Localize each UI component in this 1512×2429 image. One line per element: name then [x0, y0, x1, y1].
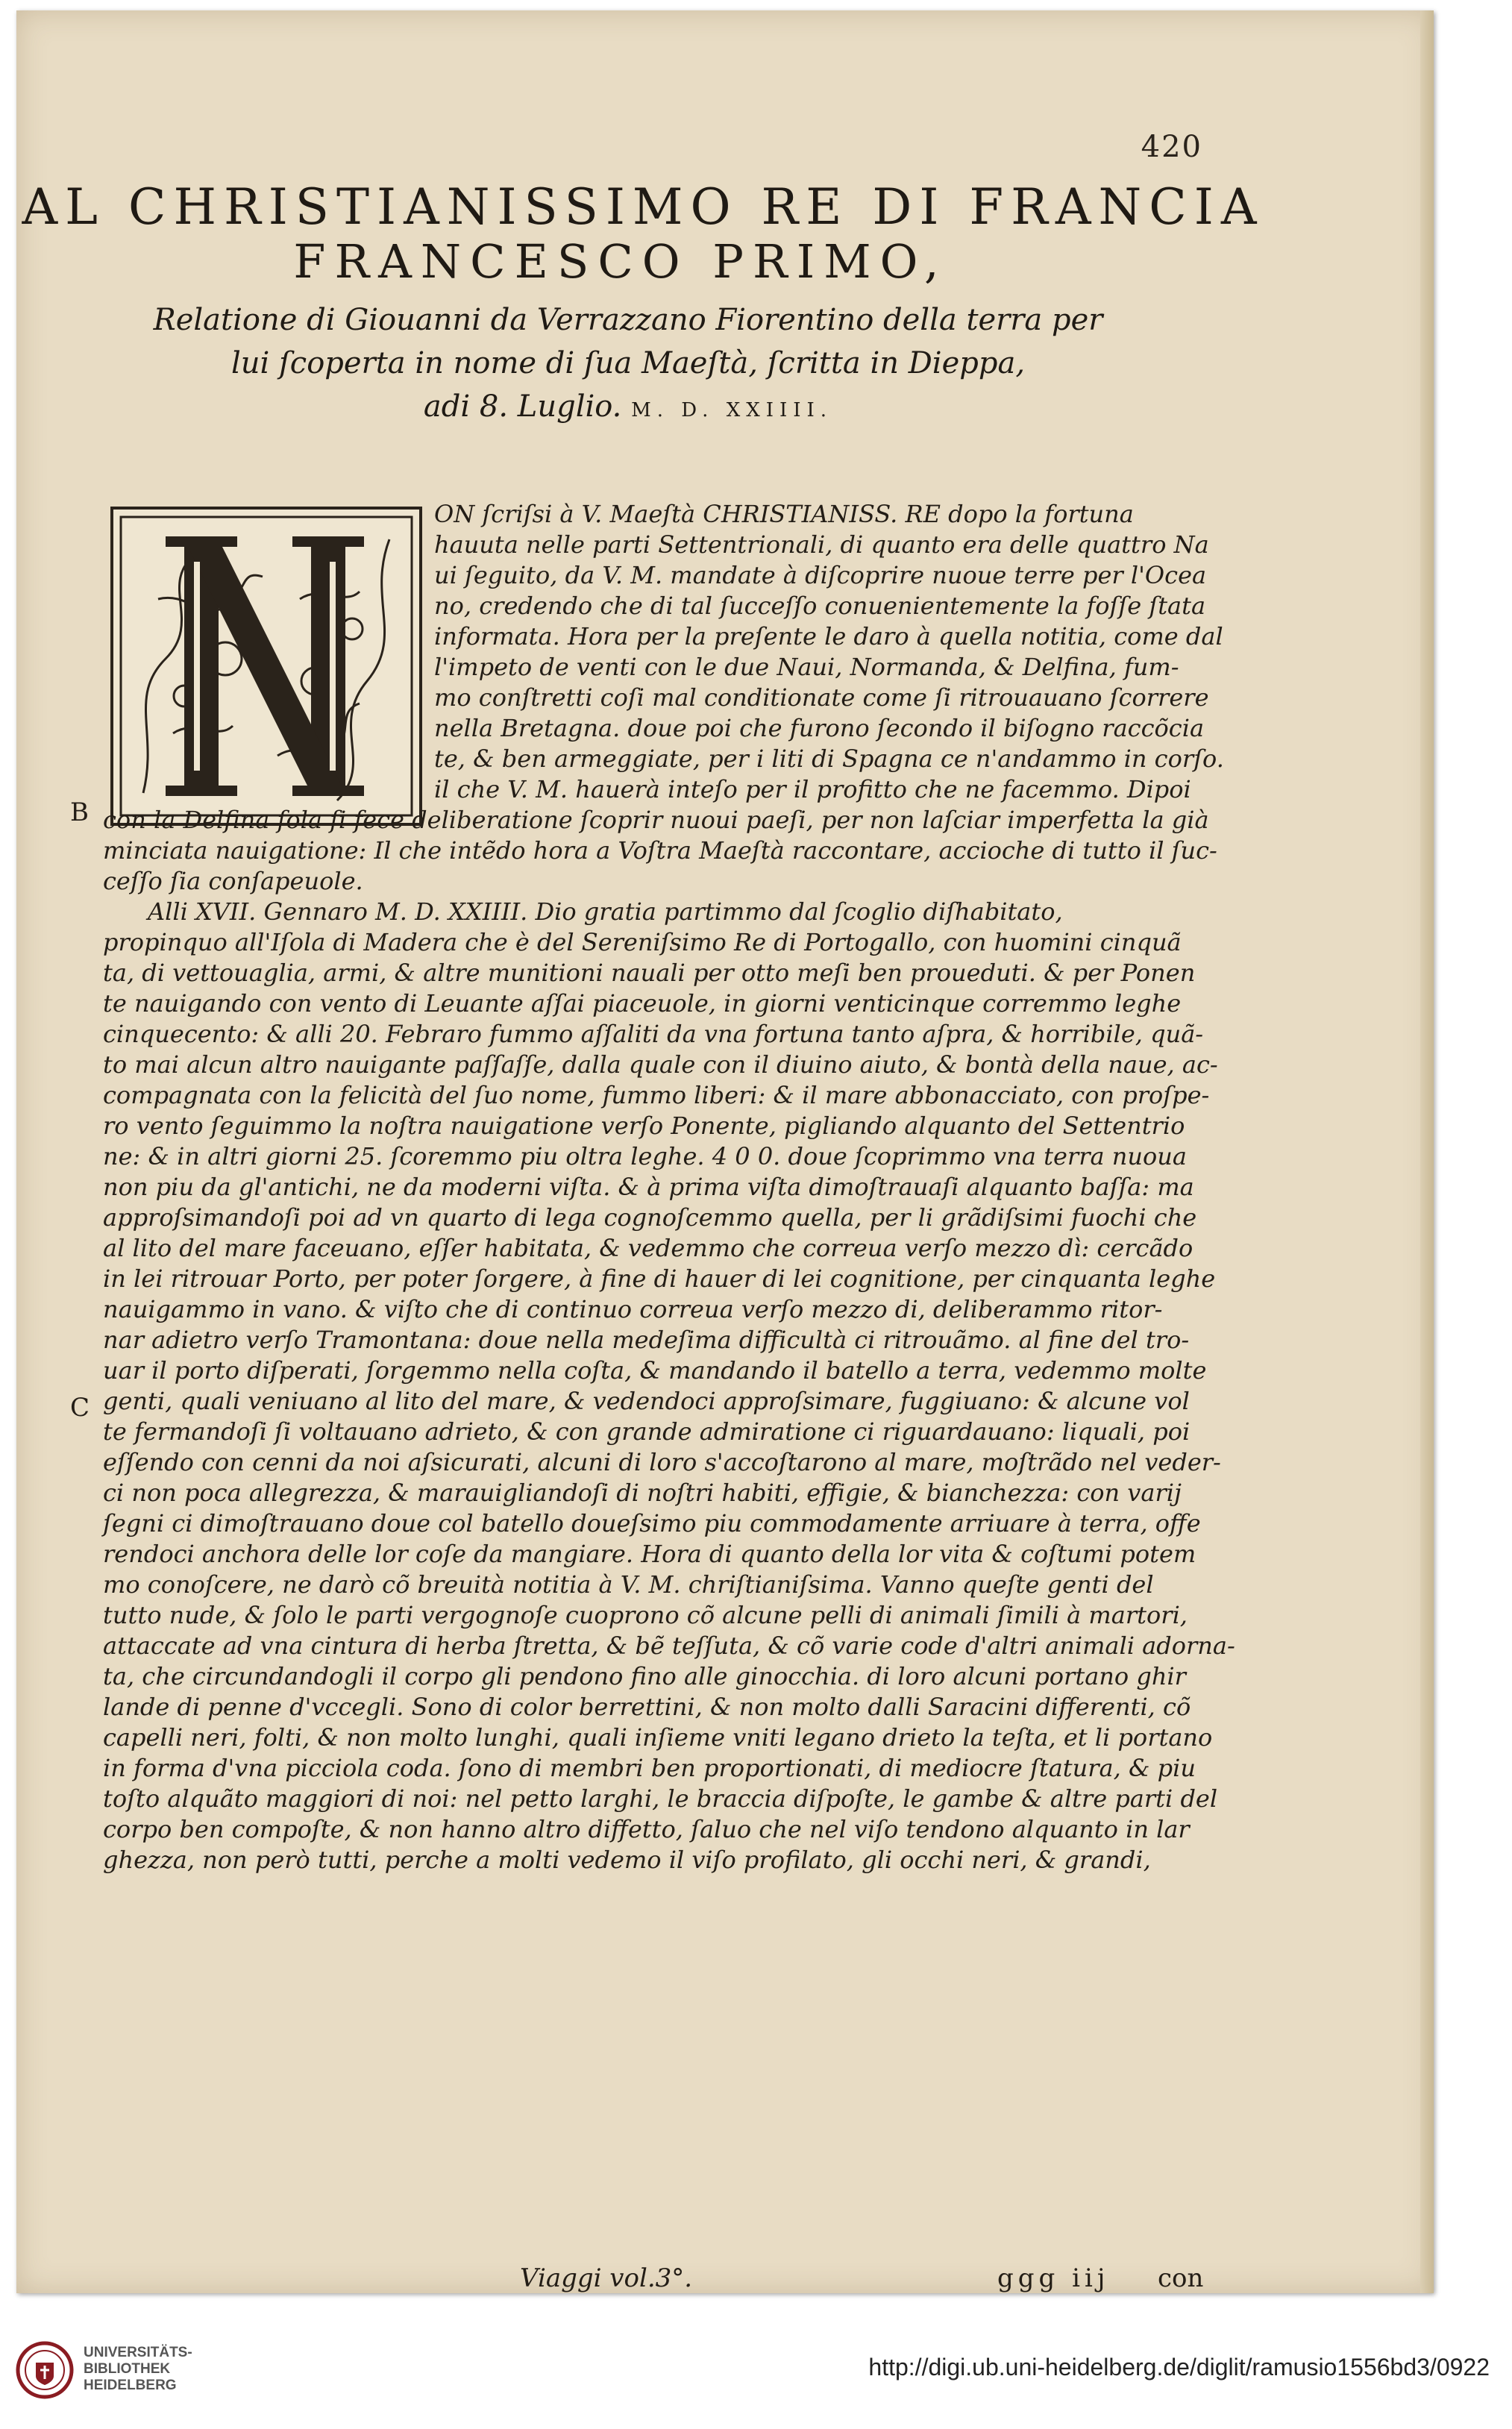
text-line: attaccate ad vna cintura di herba ſtretta, & bẽ teſſuta, & cõ varie code d'altri animali adorna- — [103, 1632, 1235, 1660]
text-line: te, & ben armeggiate, per i liti di Spagna ce n'andammo in corſo. — [434, 745, 1224, 773]
text-line: compagnata con la felicità del ſuo nome, fummo liberi: & il mare abbonacciato, con proſpe- — [103, 1081, 1210, 1109]
page-title-line1: AL CHRISTIANISSIMO RE DI FRANCIA — [22, 178, 1264, 236]
text-line: nar adietro verſo Tramontana: doue nella medeſima difficultà ci ritrouãmo. al fine del tro- — [103, 1326, 1190, 1354]
text-line: eſſendo con cenni da noi aſsicurati, alcuni di loro s'accoſtarono al mare, moſtrãdo nel veder- — [103, 1448, 1221, 1476]
text-line — [103, 1906, 1237, 1937]
library-name-line1: UNIVERSITÄTS- — [84, 2345, 192, 2360]
text-line: nauigammo in vano. & viſto che di continuo correua verſo mezzo di, deliberammo ritor- — [103, 1295, 1163, 1323]
book-page — [16, 10, 1434, 2293]
text-line: ON ſcriſsi à V. Maeſtà CHRISTIANISS. RE dopo la fortuna — [434, 500, 1134, 528]
decorated-initial-n — [110, 507, 422, 826]
page-number: 420 — [1141, 130, 1202, 164]
footer-signature: ggg iij — [997, 2263, 1110, 2293]
text-line: ta, di vettouaglia, armi, & altre munitioni nauali per otto meſi ben proueduti. & per Ponen — [103, 959, 1196, 987]
text-line: nella Bretagna. doue poi che furono ſecondo il biſogno raccõcia — [434, 714, 1205, 742]
text-line: no, credendo che di tal ſucceſſo conuenientemente la foſſe ſtata — [434, 592, 1206, 620]
text-line: ci non poca allegrezza, & marauigliandoſi di noſtri habiti, effigie, & bianchezza: con varij — [103, 1479, 1182, 1507]
text-line: propinquo all'Iſola di Madera che è del Sereniſsimo Re di Portogallo, con huomini cinquã — [103, 928, 1182, 956]
subtitle-year: M. D. XXIIII. — [631, 399, 833, 421]
library-footer-bar — [0, 2324, 1512, 2429]
text-line: Alli XVII. Gennaro M. D. XXIIII. Dio gratia partimmo dal ſcoglio diſhabitato, — [148, 897, 1063, 926]
text-line: mo conſtretti coſi mal conditionate come ſi ritrouauano ſcorrere — [434, 683, 1209, 712]
text-line: ceſſo ſia conſapeuole. — [103, 867, 363, 895]
text-line: ſegni ci dimoſtrauano doue col batello doueſsimo piu commodamente arriuare à terra, offe — [103, 1509, 1201, 1538]
opening-paragraph — [434, 499, 1299, 805]
text-line: ta, che circundandogli il corpo gli pendono fino alle ginocchia. di loro alcuni portano ghir — [103, 1662, 1186, 1690]
library-name-line3: HEIDELBERG — [84, 2378, 177, 2393]
subtitle-line1: Relatione di Giouanni da Verrazzano Fiorentino della terra per — [153, 303, 1103, 337]
text-line: in lei ritrouar Porto, per poter ſorgere, à fine di hauer di lei cognitione, per cinquanta leghe — [103, 1264, 1216, 1293]
text-line: mo conoſcere, ne darò cõ breuità notitia à V. M. chriſtianiſsima. Vanno queſte genti del — [103, 1570, 1154, 1599]
university-seal-icon[interactable] — [15, 2340, 75, 2400]
footer-catchword: con — [1158, 2263, 1204, 2293]
text-line: non piu da gl'antichi, ne da moderni viſta. & à prima viſta dimoſtrauaſi alquanto baſſa: ma — [103, 1173, 1194, 1201]
text-line: tutto nude, & ſolo le parti vergognoſe cuoprono cõ alcune pelli di animali ſimili à martori, — [103, 1601, 1188, 1629]
text-line: ne: & in altri giorni 25. ſcoremmo piu oltra leghe. 4 0 0. doue ſcoprimmo vna terra nuoua — [103, 1142, 1187, 1170]
digital-copy-url[interactable]: http://digi.ub.uni-heidelberg.de/diglit/ramusio1556bd3/0922 — [868, 2354, 1490, 2381]
page-edge — [1420, 10, 1434, 2293]
text-line: genti, quali veniuano al lito del mare, & vedendoci approſsimare, fuggiuano: & alcune vol — [103, 1387, 1190, 1415]
text-line: ui ſeguito, da V. M. mandate à diſcoprire nuoue terre per l'Ocea — [434, 561, 1207, 589]
library-name-line2: BIBLIOTHEK — [84, 2361, 171, 2377]
subtitle-line3 — [0, 389, 1337, 424]
text-line: rendoci anchora delle lor coſe da mangiare. Hora di quanto della lor vita & coſtumi potem — [103, 1540, 1196, 1568]
text-line: in forma d'vna picciola coda. ſono di membri ben proportionati, di mediocre ſtatura, & piu — [103, 1754, 1196, 1782]
library-name — [84, 2345, 192, 2394]
text-line: approſsimandoſi poi ad vn quarto di lega cognoſcemmo quella, per li grãdiſsimi fuochi che — [103, 1203, 1197, 1232]
footer-volume: Viaggi vol.3°. — [520, 2263, 693, 2293]
text-line: capelli neri, folti, & non molto lunghi, quali inſieme vniti legano drieto la teſta, et li portano — [103, 1723, 1213, 1752]
text-line: te nauigando con vento di Leuante aſſai piaceuole, in giorni venticinque corremmo leghe — [103, 989, 1182, 1018]
text-line: te fermandoſi ſi voltauano adrieto, & con grande admiratione ci riguardauano: liquali, poi — [103, 1417, 1191, 1446]
text-line: ro vento ſeguimmo la noſtra nauigatione verſo Ponente, pigliando alquanto del Settentrio — [103, 1112, 1185, 1140]
subtitle-date: adi 8. Luglio. — [423, 389, 622, 424]
text-line: il che V. M. hauerà inteſo per il profitto che ne facemmo. Dipoi — [434, 775, 1191, 803]
text-line: minciata nauigatione: Il che intẽdo hora a Voſtra Maeſtà raccontare, accioche di tutto il ſuc- — [103, 836, 1217, 865]
text-line: lande di penne d'vccegli. Sono di color berrettini, & non molto dalli Saracini differenti, cõ — [103, 1693, 1191, 1721]
margin-letter-c: C — [70, 1393, 90, 1423]
main-text — [103, 805, 1237, 1967]
page-title-line2: FRANCESCO PRIMO, — [293, 234, 948, 289]
text-line: ghezza, non però tutti, perche a molti vedemo il viſo profilato, gli occhi neri, & grandi, — [103, 1846, 1151, 1874]
text-line: informata. Hora per la preſente le daro à quella notitia, come dal — [434, 622, 1223, 651]
margin-letter-b: B — [70, 797, 89, 827]
decorated-initial-n-icon — [113, 510, 419, 823]
text-line: corpo ben compoſte, & non hanno altro diffetto, ſaluo che nel viſo tendono alquanto in lar — [103, 1815, 1190, 1843]
text-line: uar il porto diſperati, ſorgemmo nella coſta, & mandando il batello a terra, vedemmo molte — [103, 1356, 1207, 1385]
text-line: to mai alcun altro nauigante paſſaſſe, dalla quale con il diuino aiuto, & bontà della naue, ac- — [103, 1050, 1218, 1079]
text-line: con la Delfina ſola ſi fece deliberatione ſcoprir nuoui paeſi, per non laſciar imperfetta la già — [103, 806, 1209, 834]
text-line: toſto alquãto maggiori di noi: nel petto larghi, le braccia diſpoſte, le gambe & altre parti del — [103, 1784, 1218, 1813]
subtitle-line2: lui ſcoperta in nome di ſua Maeſtà, ſcritta in Dieppa, — [230, 346, 1026, 380]
text-line: l'impeto de venti con le due Naui, Normanda, & Delfina, fum- — [434, 653, 1179, 681]
text-line — [103, 1937, 1237, 1967]
text-line: hauuta nelle parti Settentrionali, di quanto era delle quattro Na — [434, 530, 1209, 559]
text-line: cinquecento: & alli 20. Febraro fummo aſſaliti da vna fortuna tanto aſpra, & horribile, quã- — [103, 1020, 1204, 1048]
text-line — [103, 1875, 1237, 1906]
text-line: al lito del mare faceuano, eſſer habitata, & vedemmo che correua verſo mezzo dì: cercãdo — [103, 1234, 1193, 1262]
